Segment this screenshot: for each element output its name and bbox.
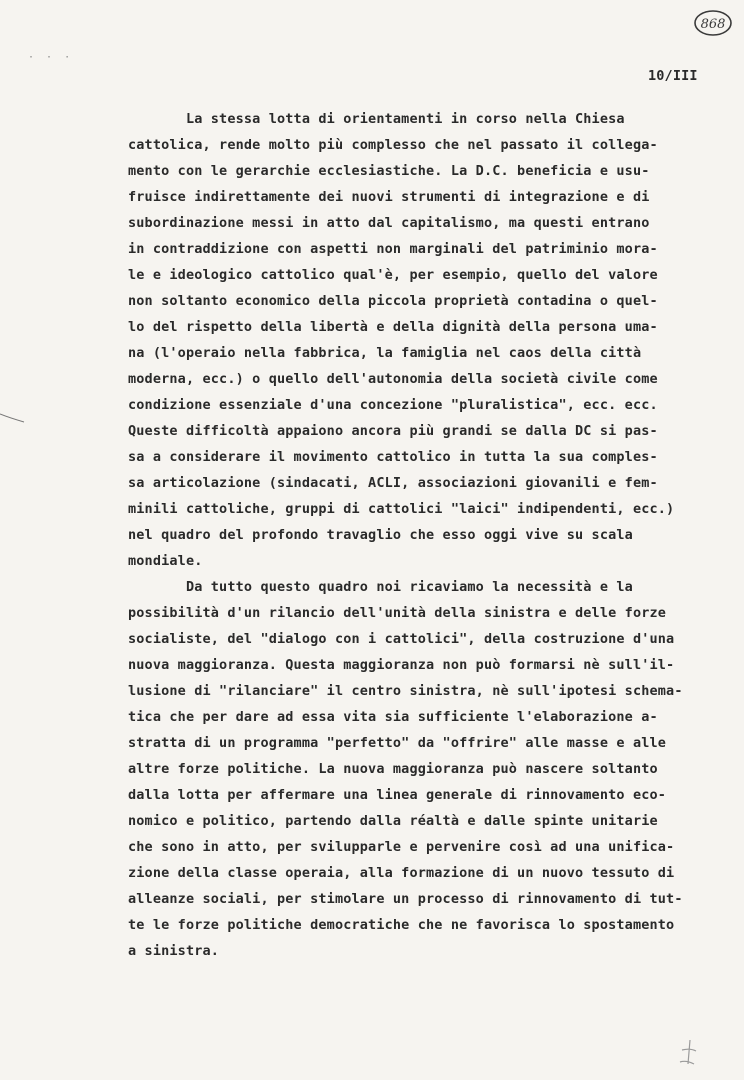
text-line: non soltanto economico della piccola proprietà contadina o quel- bbox=[128, 293, 658, 309]
text-line: dalla lotta per affermare una linea generale di rinnovamento eco- bbox=[128, 787, 667, 803]
paragraph bbox=[128, 574, 728, 964]
text-line: tica che per dare ad essa vita sia sufficiente l'elaborazione a- bbox=[128, 709, 658, 725]
text-line: La stessa lotta di orientamenti in corso nella Chiesa bbox=[128, 111, 625, 127]
handwritten-mark-icon bbox=[672, 1038, 700, 1068]
text-line: minili cattoliche, gruppi di cattolici "laici" indipendenti, ecc.) bbox=[128, 501, 675, 517]
text-line: in contraddizione con aspetti non marginali del patriminio mora- bbox=[128, 241, 658, 257]
text-line: nuova maggioranza. Questa maggioranza non può formarsi nè sull'il- bbox=[128, 657, 675, 673]
text-line: mento con le gerarchie ecclesiastiche. La D.C. beneficia e usu- bbox=[128, 163, 650, 179]
text-line: fruisce indirettamente dei nuovi strumenti di integrazione e di bbox=[128, 189, 650, 205]
page-number: 10/III bbox=[648, 68, 698, 84]
text-line: possibilità d'un rilancio dell'unità della sinistra e delle forze bbox=[128, 605, 667, 621]
text-line: alleanze sociali, per stimolare un processo di rinnovamento di tut- bbox=[128, 891, 683, 907]
text-line: nel quadro del profondo travaglio che esso oggi vive su scala bbox=[128, 527, 633, 543]
text-line: lusione di "rilanciare" il centro sinistra, nè sull'ipotesi schema- bbox=[128, 683, 683, 699]
text-line: te le forze politiche democratiche che ne favorisca lo spostamento bbox=[128, 917, 675, 933]
text-line: le e ideologico cattolico qual'è, per esempio, quello del valore bbox=[128, 267, 658, 283]
margin-specks: · · · bbox=[28, 52, 74, 63]
text-line: cattolica, rende molto più complesso che nel passato il collega- bbox=[128, 137, 658, 153]
text-line: lo del rispetto della libertà e della dignità della persona uma- bbox=[128, 319, 658, 335]
stamp-number: 868 bbox=[700, 17, 726, 32]
stamp-oval-icon bbox=[693, 8, 733, 38]
text-line: subordinazione messi in atto dal capitalismo, ma questi entrano bbox=[128, 215, 650, 231]
text-line: nomico e politico, partendo dalla réaltà e dalle spinte unitarie bbox=[128, 813, 658, 829]
text-line: Da tutto questo quadro noi ricaviamo la necessità e la bbox=[128, 579, 633, 595]
text-line: sa a considerare il movimento cattolico in tutta la sua comples- bbox=[128, 449, 658, 465]
text-line: moderna, ecc.) o quello dell'autonomia della società civile come bbox=[128, 371, 658, 387]
body-text bbox=[128, 106, 728, 964]
text-line: mondiale. bbox=[128, 553, 203, 569]
paragraph bbox=[128, 106, 728, 574]
text-line: altre forze politiche. La nuova maggioranza può nascere soltanto bbox=[128, 761, 658, 777]
text-line: stratta di un programma "perfetto" da "offrire" alle masse e alle bbox=[128, 735, 667, 751]
edge-mark-icon bbox=[0, 410, 26, 424]
text-line: zione della classe operaia, alla formazione di un nuovo tessuto di bbox=[128, 865, 675, 881]
text-line: a sinistra. bbox=[128, 943, 220, 959]
archive-stamp bbox=[693, 8, 733, 38]
text-line: che sono in atto, per svilupparle e pervenire così ad una unifica- bbox=[128, 839, 675, 855]
text-line: na (l'operaio nella fabbrica, la famiglia nel caos della città bbox=[128, 345, 642, 361]
text-line: Queste difficoltà appaiono ancora più grandi se dalla DC si pas- bbox=[128, 423, 658, 439]
text-line: sa articolazione (sindacati, ACLI, associazioni giovanili e fem- bbox=[128, 475, 658, 491]
text-line: socialiste, del "dialogo con i cattolici", della costruzione d'una bbox=[128, 631, 675, 647]
text-line: condizione essenziale d'una concezione "pluralistica", ecc. ecc. bbox=[128, 397, 658, 413]
